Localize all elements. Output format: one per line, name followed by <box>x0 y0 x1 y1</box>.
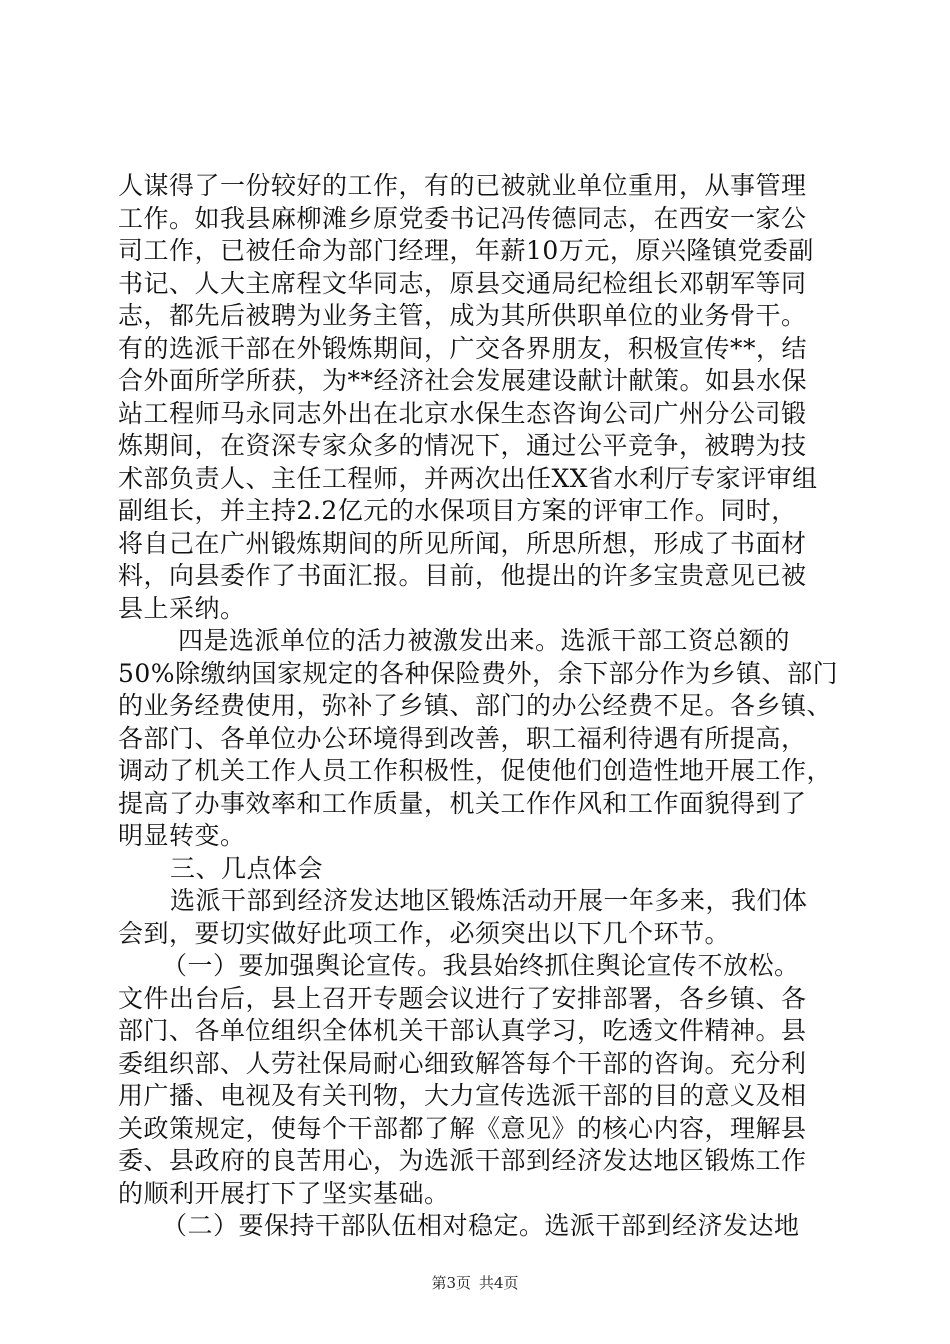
text-line: 关政策规定，使每个干部都了解《意见》的核心内容，理解县 <box>118 1113 807 1143</box>
text-line: 术部负责人、主任工程师，并两次出任XX省水利厅专家评审组 <box>118 463 818 493</box>
text-line: 人谋得了一份较好的工作，有的已被就业单位重用，从事管理 <box>118 171 807 200</box>
paragraph-start-line: 选派干部到经济发达地区锻炼活动开展一年多来，我们体 <box>170 886 808 915</box>
paragraph-start-line: 四是选派单位的活力被激发出来。选派干部工资总额的 <box>178 626 791 655</box>
text-line: 调动了机关工作人员工作积极性，促使他们创造性地开展工作， <box>118 756 833 785</box>
text-line: 炼期间，在资深专家众多的情况下，通过公平竞争，被聘为技 <box>118 431 807 460</box>
text-line: 站工程师马永同志外出在北京水保生态咨询公司广州分公司锻 <box>118 398 807 428</box>
page-footer <box>0 1272 950 1293</box>
text-line: 有的选派干部在外锻炼期间，广交各界朋友，积极宣传**，结 <box>118 333 808 363</box>
text-line: 提高了办事效率和工作质量，机关工作作风和工作面貌得到了 <box>118 788 807 818</box>
text-line: 县上采纳。 <box>118 593 246 623</box>
document-body <box>118 170 838 1243</box>
text-line: 会到，要切实做好此项工作，必须突出以下几个环节。 <box>118 918 731 948</box>
text-line: 副组长，并主持2.2亿元的水保项目方案的评审工作。同时， <box>118 496 797 525</box>
text-line: 50%除缴纳国家规定的各种保险费外，余下部分作为乡镇、部门 <box>118 658 839 688</box>
subsection-heading-line: （一）要加强舆论宣传。我县始终抓住舆论宣传不放松。 <box>162 951 800 980</box>
text-line: 委、县政府的良苦用心，为选派干部到经济发达地区锻炼工作 <box>118 1146 807 1175</box>
text-line: 将自己在广州锻炼期间的所见所闻，所思所想，形成了书面材 <box>118 528 807 558</box>
text-line: 的业务经费使用，弥补了乡镇、部门的办公经费不足。各乡镇、 <box>118 691 833 720</box>
text-line: 各部门、各单位办公环境得到改善，职工福利待遇有所提高， <box>118 723 807 753</box>
text-line: 志，都先后被聘为业务主管，成为其所供职单位的业务骨干。 <box>118 301 807 330</box>
text-line: 用广播、电视及有关刊物，大力宣传选派干部的目的意义及相 <box>118 1081 807 1110</box>
text-line: 委组织部、人劳社保局耐心细致解答每个干部的咨询。充分利 <box>118 1048 807 1078</box>
subsection-heading-line: （二）要保持干部队伍相对稳定。选派干部到经济发达地 <box>162 1211 800 1240</box>
text-line: 的顺利开展打下了坚实基础。 <box>118 1178 450 1208</box>
text-line: 书记、人大主席程文华同志，原县交通局纪检组长邓朝军等同 <box>118 268 807 298</box>
text-line: 工作。如我县麻柳滩乡原党委书记冯传德同志，在西安一家公 <box>118 203 807 233</box>
text-line: 部门、各单位组织全体机关干部认真学习，吃透文件精神。县 <box>118 1016 807 1045</box>
page-number-current: 第3页 <box>431 1274 471 1292</box>
text-line: 合外面所学所获，为**经济社会发展建设献计献策。如县水保 <box>118 366 808 395</box>
text-line: 料，向县委作了书面汇报。目前，他提出的许多宝贵意见已被 <box>118 561 807 590</box>
text-line: 司工作，已被任命为部门经理，年薪10万元，原兴隆镇党委副 <box>118 236 814 265</box>
page-number-total: 共4页 <box>479 1274 519 1292</box>
text-line: 明显转变。 <box>118 821 246 850</box>
text-line: 文件出台后，县上召开专题会议进行了安排部署，各乡镇、各 <box>118 983 807 1013</box>
section-heading: 三、几点体会 <box>170 853 324 883</box>
